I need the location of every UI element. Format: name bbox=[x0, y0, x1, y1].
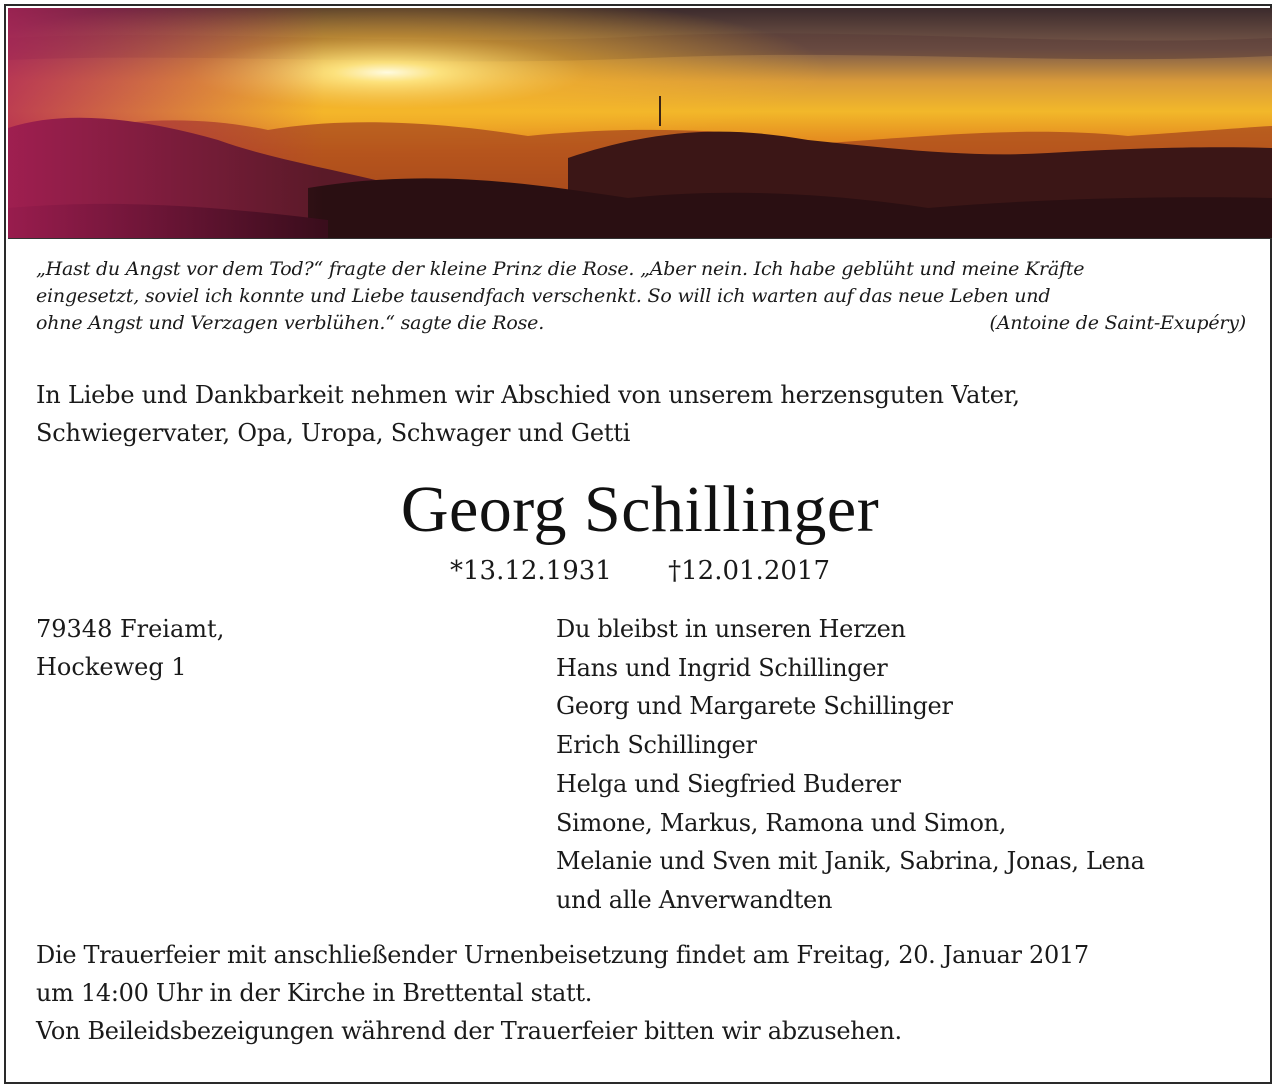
mourners-block bbox=[556, 610, 1145, 920]
funeral-info-line: Die Trauerfeier mit anschließender Urnenbeisetzung findet am Freitag, 20. Januar 2017 bbox=[36, 941, 1089, 969]
death-date: †12.01.2017 bbox=[668, 556, 830, 586]
quote-block bbox=[36, 256, 1246, 337]
mourners-heading: Du bleibst in unseren Herzen bbox=[556, 615, 906, 643]
mourner-line: Melanie und Sven mit Janik, Sabrina, Jonas, Lena bbox=[556, 847, 1145, 876]
life-dates bbox=[0, 553, 1280, 589]
quote-line: ohne Angst und Verzagen verblühen.“ sagte die Rose. bbox=[36, 312, 545, 334]
funeral-info-line: um 14:00 Uhr in der Kirche in Brettental statt. bbox=[36, 979, 593, 1007]
sunset-landscape-picture bbox=[8, 8, 1272, 238]
address-line: Hockeweg 1 bbox=[36, 653, 187, 681]
funeral-info bbox=[36, 936, 1256, 1050]
quote-line: „Hast du Angst vor dem Tod?“ fragte der kleine Prinz die Rose. „Aber nein. Ich habe geblüht und meine Kräfte bbox=[36, 258, 1085, 280]
mourner-line: Hans und Ingrid Schillinger bbox=[556, 653, 888, 682]
address-line: 79348 Freiamt, bbox=[36, 615, 225, 643]
birth-date: *13.12.1931 bbox=[449, 556, 612, 586]
address-block bbox=[36, 610, 224, 686]
mourner-line: Simone, Markus, Ramona und Simon, bbox=[556, 808, 1007, 837]
quote-line: eingesetzt, soviel ich konnte und Liebe tausendfach verschenkt. So will ich warten auf das neue Leben und bbox=[36, 285, 1051, 307]
sunset-landscape-image bbox=[8, 8, 1272, 239]
quote-author: (Antoine de Saint-Exupéry) bbox=[989, 312, 1246, 334]
funeral-info-line: Von Beileidsbezeigungen während der Trauerfeier bitten wir abzusehen. bbox=[36, 1017, 902, 1045]
mourner-line: Helga und Siegfried Buderer bbox=[556, 769, 901, 798]
intro-text bbox=[36, 376, 1246, 452]
intro-line: In Liebe und Dankbarkeit nehmen wir Abschied von unserem herzensguten Vater, bbox=[36, 381, 1020, 409]
mourner-line: Georg und Margarete Schillinger bbox=[556, 692, 953, 721]
mourner-line: Erich Schillinger bbox=[556, 731, 757, 760]
deceased-name: Georg Schillinger bbox=[400, 473, 880, 546]
intro-line: Schwiegervater, Opa, Uropa, Schwager und Getti bbox=[36, 419, 631, 447]
quote-last-line bbox=[36, 310, 1246, 337]
mourner-line: und alle Anverwandten bbox=[556, 885, 833, 914]
